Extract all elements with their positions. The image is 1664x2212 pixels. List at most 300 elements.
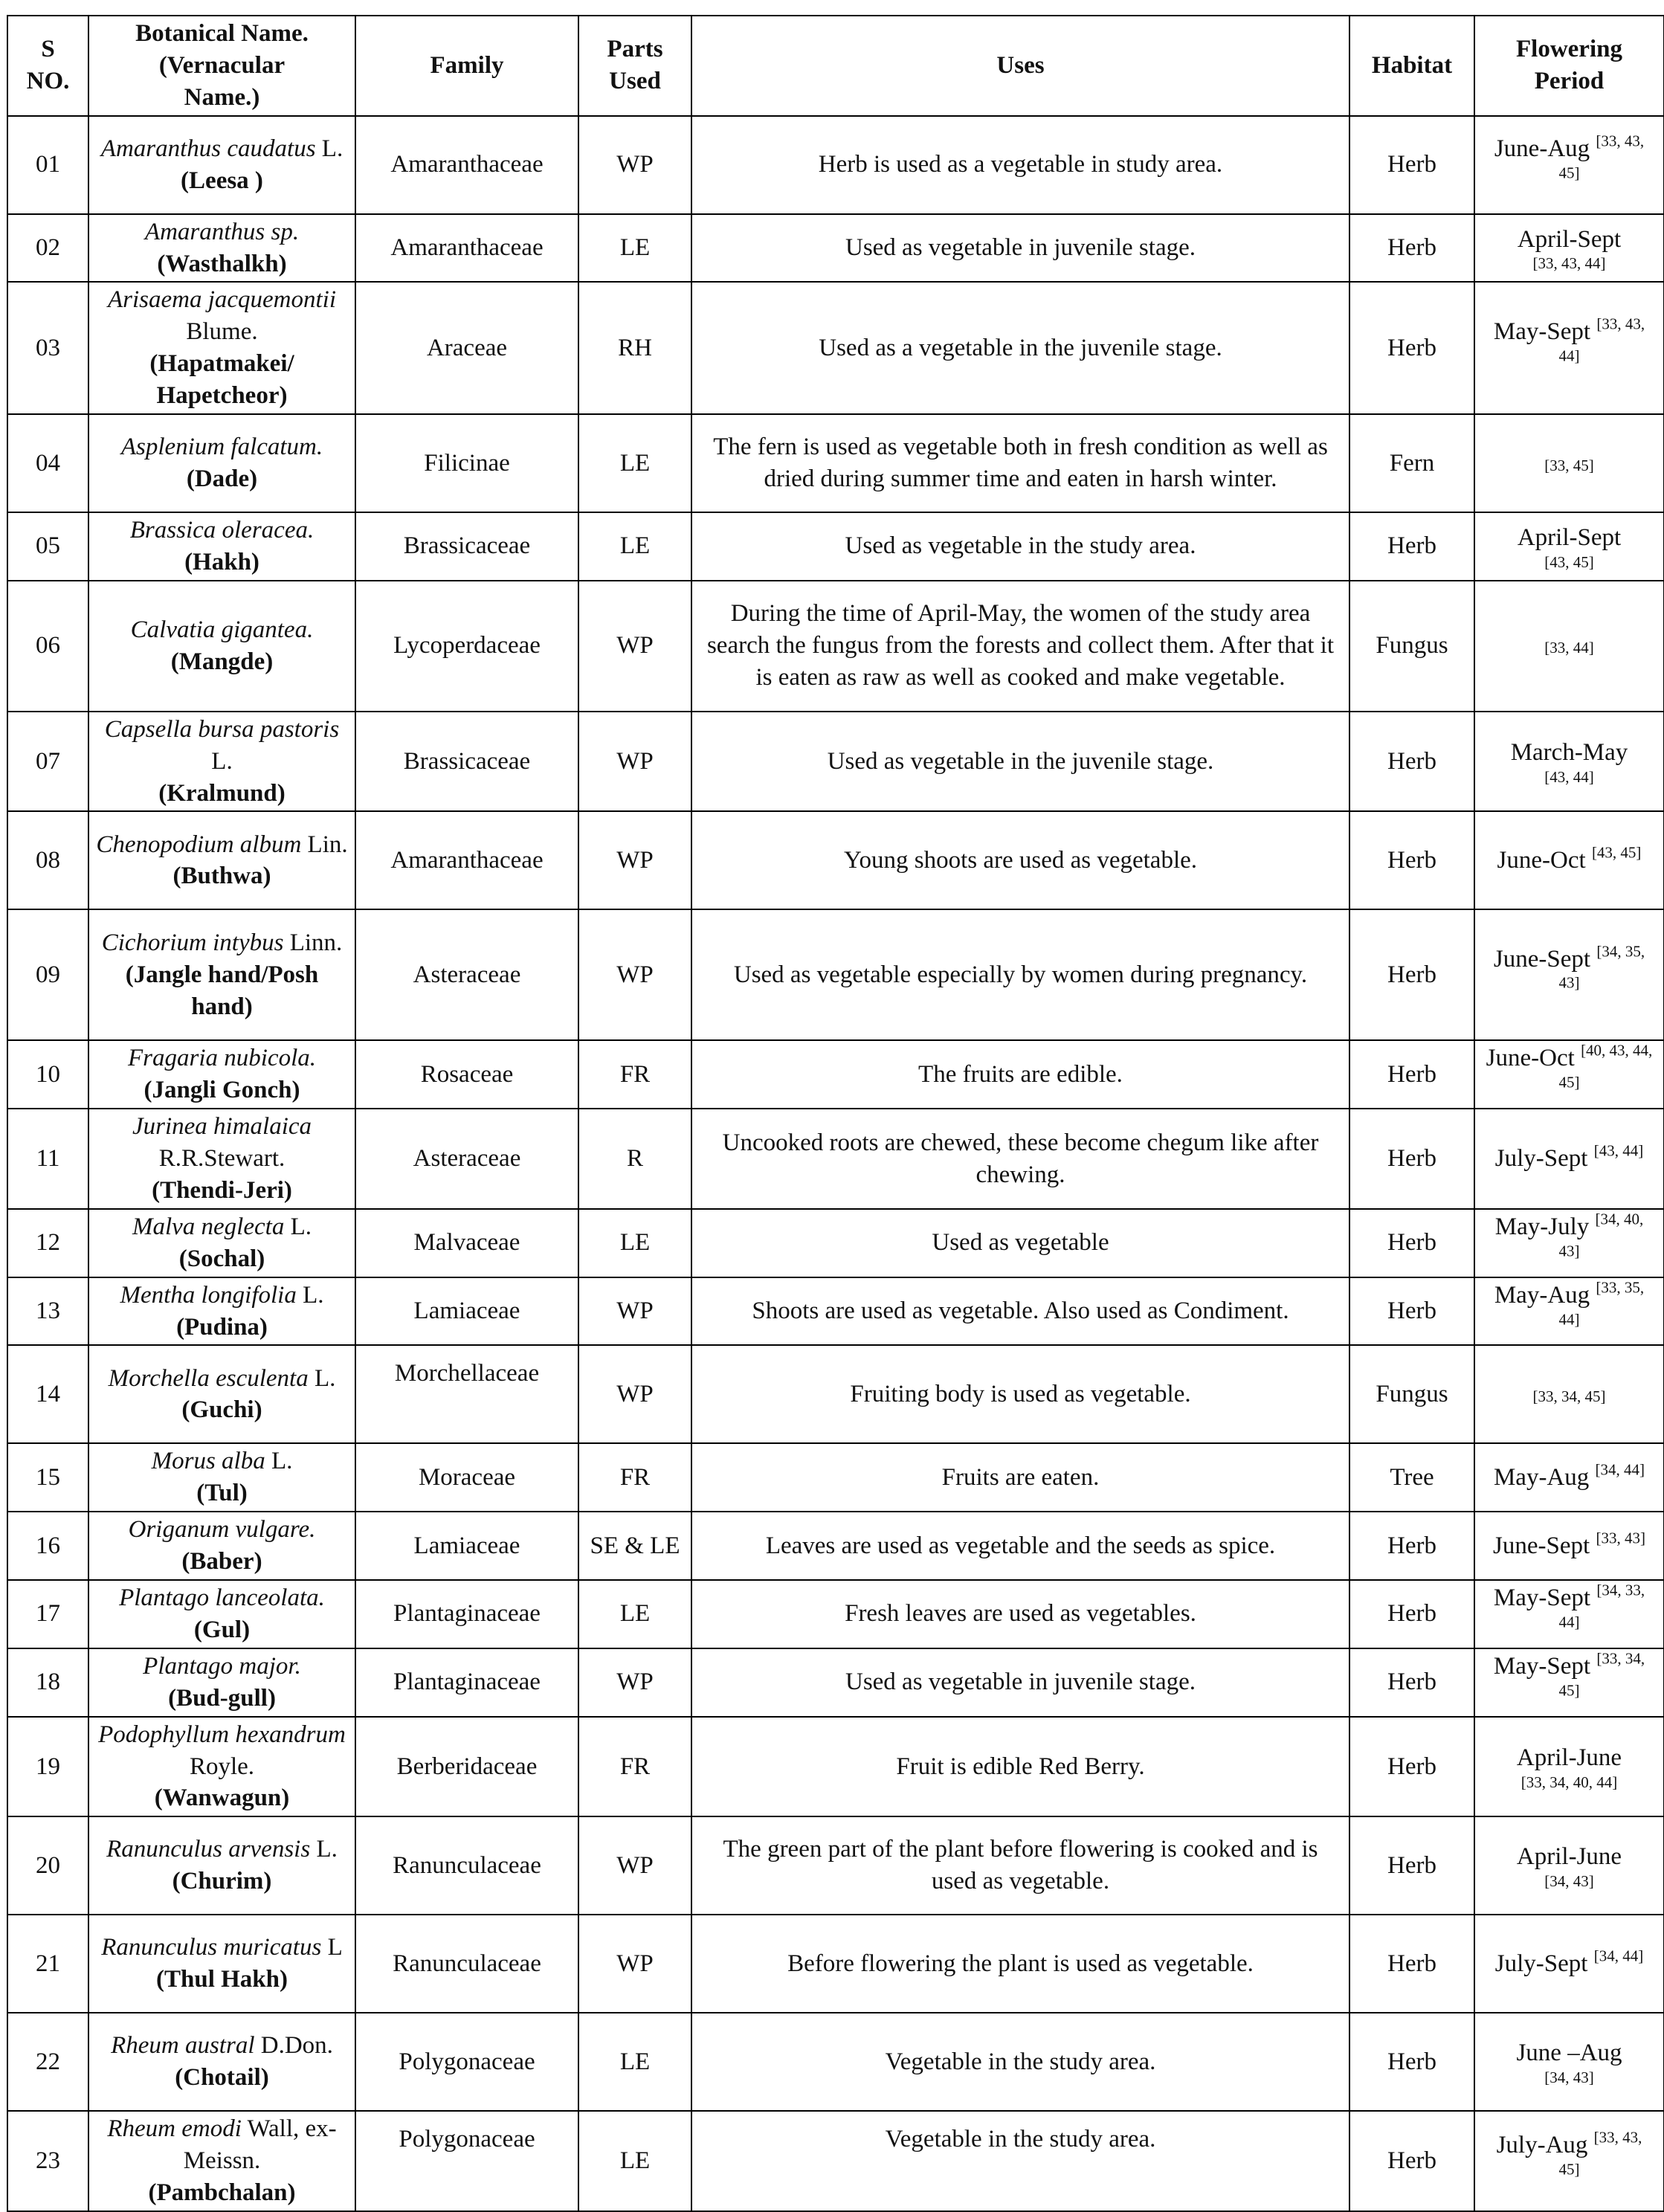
cell-habitat: Herb (1349, 1717, 1474, 1817)
table-row (7, 1209, 1664, 1277)
cell-habitat: Herb (1349, 811, 1474, 909)
vernacular-name: (Hakh) (184, 548, 259, 575)
cell-parts-used: WP (578, 712, 691, 812)
header-parts-line2: Used (609, 68, 661, 95)
table-row (7, 1443, 1664, 1512)
cell-uses: Leaves are used as vegetable and the seeds as spice. (691, 1512, 1349, 1580)
cell-parts-used: LE (578, 1209, 691, 1277)
cell-sno: 13 (7, 1277, 88, 1346)
flowering-months: July-Aug (1496, 2131, 1594, 2158)
cell-uses: Vegetable in the study area. (691, 2111, 1349, 2211)
flowering-months: March-May (1510, 739, 1628, 767)
scientific-name: Mentha longifolia (120, 1281, 297, 1309)
cell-habitat: Herb (1349, 282, 1474, 414)
cell-family: Lycoperdaceae (355, 581, 578, 712)
cell-sno: 12 (7, 1209, 88, 1277)
author-abbrev: L. (296, 1281, 324, 1309)
cell-uses: Vegetable in the study area. (691, 2013, 1349, 2111)
vernacular-name: (Chotail) (175, 2064, 269, 2092)
flowering-months: June-Oct (1486, 1045, 1581, 1072)
vernacular-name: (Dade) (186, 465, 258, 493)
table-row (7, 811, 1664, 909)
flowering-refs: [34, 43] (1544, 2068, 1594, 2087)
cell-habitat: Herb (1349, 1209, 1474, 1277)
cell-parts-used: FR (578, 1443, 691, 1512)
cell-habitat: Herb (1349, 1580, 1474, 1648)
cell-botanical-name (88, 1209, 355, 1277)
flowering-refs: [33, 34, 45] (1558, 1649, 1645, 1700)
table-row (7, 1717, 1664, 1817)
wild-vegetables-table (7, 15, 1664, 2212)
cell-botanical-name (88, 1040, 355, 1109)
cell-botanical-name (88, 1717, 355, 1817)
cell-parts-used: WP (578, 581, 691, 712)
flowering-months: April-Sept (1517, 523, 1622, 551)
cell-flowering-period (1474, 282, 1664, 414)
cell-botanical-name (88, 1277, 355, 1346)
header-row (7, 16, 1664, 116)
cell-sno: 22 (7, 2013, 88, 2111)
flowering-refs: [33, 34, 40, 44] (1521, 1773, 1618, 1791)
scientific-name: Ranunculus muricatus (101, 1934, 322, 1961)
cell-habitat: Herb (1349, 1277, 1474, 1346)
flowering-months: June-Oct (1497, 847, 1592, 874)
scientific-name: Podophyllum hexandrum (98, 1721, 346, 1748)
table-row (7, 282, 1664, 414)
cell-parts-used: WP (578, 1277, 691, 1346)
flowering-months: May-Sept (1493, 318, 1597, 346)
cell-family: Plantaginaceae (355, 1580, 578, 1648)
cell-botanical-name (88, 512, 355, 581)
cell-parts-used: WP (578, 811, 691, 909)
cell-habitat: Herb (1349, 1816, 1474, 1915)
cell-family: Araceae (355, 282, 578, 414)
cell-flowering-period (1474, 512, 1664, 581)
scientific-name: Cichorium intybus (101, 929, 284, 957)
cell-parts-used: LE (578, 2013, 691, 2111)
cell-parts-used: WP (578, 1915, 691, 2013)
cell-uses: Shoots are used as vegetable. Also used as Condiment. (691, 1277, 1349, 1346)
cell-family: Berberidaceae (355, 1717, 578, 1817)
cell-uses: Used as vegetable especially by women during pregnancy. (691, 909, 1349, 1040)
vernacular-name: (Jangli Gonch) (143, 1077, 300, 1104)
vernacular-name: (Thul Hakh) (156, 1966, 288, 1993)
cell-sno: 20 (7, 1816, 88, 1915)
cell-flowering-period (1474, 712, 1664, 812)
table-row (7, 909, 1664, 1040)
cell-flowering-period (1474, 1648, 1664, 1717)
table-row (7, 1580, 1664, 1648)
header-sno-line2: NO. (26, 68, 70, 95)
cell-uses: Used as vegetable (691, 1209, 1349, 1277)
flowering-months: May-Sept (1493, 1584, 1597, 1612)
author-abbrev: D.Don. (254, 2032, 333, 2060)
cell-habitat: Herb (1349, 2013, 1474, 2111)
cell-parts-used: RH (578, 282, 691, 414)
cell-uses: Used as vegetable in the juvenile stage. (691, 712, 1349, 812)
table-row (7, 1915, 1664, 2013)
cell-uses: Herb is used as a vegetable in study area. (691, 116, 1349, 214)
cell-family: Malvaceae (355, 1209, 578, 1277)
flowering-refs: [43, 45] (1544, 552, 1594, 571)
cell-uses: Uncooked roots are chewed, these become chegum like after chewing. (691, 1109, 1349, 1209)
cell-habitat: Fern (1349, 414, 1474, 512)
flowering-months: June-Aug (1494, 135, 1596, 162)
cell-botanical-name (88, 1580, 355, 1648)
vernacular-name: (Hapatmakei/ Hapetcheor) (149, 350, 294, 410)
cell-sno: 07 (7, 712, 88, 812)
cell-flowering-period (1474, 1443, 1664, 1512)
cell-sno: 15 (7, 1443, 88, 1512)
vernacular-name: (Sochal) (178, 1245, 265, 1272)
cell-parts-used: WP (578, 1345, 691, 1443)
header-botanical-name (88, 16, 355, 116)
cell-flowering-period (1474, 214, 1664, 283)
vernacular-name: (Baber) (181, 1548, 262, 1576)
cell-uses: Before flowering the plant is used as vegetable. (691, 1915, 1349, 2013)
table-row (7, 581, 1664, 712)
scientific-name: Ranunculus arvensis (106, 1836, 311, 1863)
table-row (7, 1648, 1664, 1717)
cell-flowering-period (1474, 1915, 1664, 2013)
scientific-name: Rheum austral (111, 2032, 255, 2060)
cell-uses: Fresh leaves are used as vegetables. (691, 1580, 1349, 1648)
cell-habitat: Herb (1349, 1915, 1474, 2013)
flowering-refs: [34, 40, 43] (1558, 1210, 1644, 1260)
cell-habitat: Herb (1349, 1512, 1474, 1580)
cell-parts-used: SE & LE (578, 1512, 691, 1580)
flowering-months: April-June (1516, 1843, 1622, 1871)
flowering-refs: [33, 43, 45] (1558, 132, 1645, 182)
flowering-months: May-Sept (1493, 1652, 1597, 1680)
flowering-refs: [33, 44] (1544, 639, 1594, 657)
scientific-name: Morus alba (151, 1448, 265, 1475)
cell-sno: 23 (7, 2111, 88, 2211)
author-abbrev: Royle. (189, 1752, 255, 1780)
cell-sno: 17 (7, 1580, 88, 1648)
scientific-name: Capsella bursa pastoris (104, 715, 340, 743)
cell-family: Plantaginaceae (355, 1648, 578, 1717)
flowering-refs: [43, 45] (1591, 843, 1642, 862)
table-row (7, 712, 1664, 812)
cell-family: Brassicaceae (355, 712, 578, 812)
cell-sno: 19 (7, 1717, 88, 1817)
author-abbrev: L. (211, 747, 233, 775)
flowering-months: June –Aug (1516, 2040, 1622, 2067)
header-botanical-line1: Botanical Name. (135, 20, 309, 47)
cell-botanical-name (88, 1816, 355, 1915)
cell-parts-used: FR (578, 1717, 691, 1817)
cell-parts-used: WP (578, 909, 691, 1040)
cell-habitat: Herb (1349, 712, 1474, 812)
flowering-refs: [34, 43] (1544, 1872, 1594, 1891)
vernacular-name: (Mangde) (170, 648, 274, 675)
flowering-refs: [33, 43, 44] (1558, 315, 1645, 365)
flowering-refs: [43, 44] (1593, 1141, 1644, 1160)
cell-habitat: Herb (1349, 1648, 1474, 1717)
flowering-refs: [34, 44] (1595, 1460, 1645, 1479)
cell-family: Amaranthaceae (355, 811, 578, 909)
cell-family: Amaranthaceae (355, 214, 578, 283)
flowering-refs: [33, 45] (1544, 456, 1594, 474)
cell-habitat: Tree (1349, 1443, 1474, 1512)
flowering-months: April-Sept (1517, 225, 1622, 253)
table-row (7, 512, 1664, 581)
table-row (7, 1109, 1664, 1209)
scientific-name: Calvatia gigantea. (130, 616, 314, 643)
header-uses: Uses (691, 16, 1349, 116)
cell-uses: Young shoots are used as vegetable. (691, 811, 1349, 909)
author-abbrev: L. (308, 1364, 336, 1392)
table-wrapper (7, 15, 1663, 2207)
header-sno (7, 16, 88, 116)
table-body (7, 116, 1664, 2211)
cell-family: Ranunculaceae (355, 1915, 578, 2013)
scientific-name: Malva neglecta (132, 1213, 285, 1240)
author-abbrev: Wall, ex-Meissn. (183, 2115, 337, 2175)
vernacular-name: (Jangle hand/Posh hand) (125, 961, 319, 1020)
cell-botanical-name (88, 909, 355, 1040)
author-abbrev: Blume. (186, 318, 258, 346)
cell-sno: 14 (7, 1345, 88, 1443)
flowering-refs: [34, 35, 43] (1558, 941, 1645, 992)
vernacular-name: (Churim) (172, 1868, 272, 1895)
flowering-refs: [34, 33, 44] (1558, 1581, 1645, 1631)
scientific-name: Plantago lanceolata. (119, 1584, 325, 1612)
cell-parts-used: R (578, 1109, 691, 1209)
cell-flowering-period (1474, 811, 1664, 909)
cell-flowering-period (1474, 2013, 1664, 2111)
cell-sno: 02 (7, 214, 88, 283)
cell-family: Morchellaceae (355, 1345, 578, 1443)
header-flowering-period (1474, 16, 1664, 116)
cell-family: Moraceae (355, 1443, 578, 1512)
cell-sno: 01 (7, 116, 88, 214)
cell-flowering-period (1474, 1345, 1664, 1443)
cell-sno: 09 (7, 909, 88, 1040)
table-row (7, 1345, 1664, 1443)
cell-uses: Fruiting body is used as vegetable. (691, 1345, 1349, 1443)
cell-uses: The fern is used as vegetable both in fresh condition as well as dried during summer time and eaten in harsh winter. (691, 414, 1349, 512)
table-row (7, 1277, 1664, 1346)
author-abbrev: Linn. (283, 929, 343, 957)
cell-habitat: Herb (1349, 909, 1474, 1040)
cell-parts-used: WP (578, 1648, 691, 1717)
cell-flowering-period (1474, 414, 1664, 512)
cell-flowering-period (1474, 1816, 1664, 1915)
flowering-refs: [33, 43] (1596, 1529, 1645, 1547)
scientific-name: Chenopodium album (96, 831, 302, 858)
vernacular-name: (Wasthalkh) (157, 250, 287, 277)
cell-parts-used: LE (578, 512, 691, 581)
scientific-name: Amaranthus caudatus (100, 135, 316, 162)
cell-botanical-name (88, 116, 355, 214)
cell-flowering-period (1474, 1580, 1664, 1648)
cell-uses: Fruit is edible Red Berry. (691, 1717, 1349, 1817)
cell-family: Lamiaceae (355, 1512, 578, 1580)
vernacular-name: (Pudina) (176, 1313, 268, 1341)
table-row (7, 1512, 1664, 1580)
header-parts-used (578, 16, 691, 116)
cell-sno: 16 (7, 1512, 88, 1580)
cell-family: Amaranthaceae (355, 116, 578, 214)
flowering-months: May-Aug (1494, 1281, 1596, 1309)
cell-botanical-name (88, 1345, 355, 1443)
cell-parts-used: WP (578, 116, 691, 214)
cell-uses: The green part of the plant before flowering is cooked and is used as vegetable. (691, 1816, 1349, 1915)
table-row (7, 1040, 1664, 1109)
cell-family: Ranunculaceae (355, 1816, 578, 1915)
cell-parts-used: WP (578, 1816, 691, 1915)
cell-botanical-name (88, 2111, 355, 2211)
cell-botanical-name (88, 1915, 355, 2013)
flowering-months: June-Sept (1493, 945, 1597, 973)
cell-botanical-name (88, 214, 355, 283)
vernacular-name: (Buthwa) (172, 862, 271, 890)
cell-uses: Fruits are eaten. (691, 1443, 1349, 1512)
scientific-name: Asplenium falcatum. (120, 433, 323, 461)
author-abbrev: L. (265, 1448, 293, 1475)
cell-uses: During the time of April-May, the women of the study area search the fungus from the forests and collect them. After that it is eaten as raw as well as cooked and make vegetable. (691, 581, 1349, 712)
cell-family: Filicinae (355, 414, 578, 512)
cell-family: Polygonaceae (355, 2013, 578, 2111)
header-habitat: Habitat (1349, 16, 1474, 116)
header-botanical-line3: Name.) (184, 83, 260, 111)
cell-flowering-period (1474, 909, 1664, 1040)
cell-flowering-period (1474, 2111, 1664, 2211)
cell-family: Lamiaceae (355, 1277, 578, 1346)
table-row (7, 414, 1664, 512)
cell-flowering-period (1474, 1040, 1664, 1109)
cell-sno: 08 (7, 811, 88, 909)
cell-uses: Used as vegetable in juvenile stage. (691, 214, 1349, 283)
header-parts-line1: Parts (607, 36, 663, 63)
cell-botanical-name (88, 282, 355, 414)
scientific-name: Amaranthus sp. (144, 218, 300, 245)
flowering-refs: [34, 44] (1593, 1947, 1644, 1965)
vernacular-name: (Bud-gull) (168, 1684, 276, 1712)
cell-sno: 03 (7, 282, 88, 414)
cell-sno: 18 (7, 1648, 88, 1717)
flowering-refs: [33, 43, 45] (1558, 2128, 1642, 2178)
cell-botanical-name (88, 1512, 355, 1580)
cell-sno: 06 (7, 581, 88, 712)
flowering-months: July-Sept (1494, 1145, 1594, 1173)
table-row (7, 1816, 1664, 1915)
scientific-name: Origanum vulgare. (128, 1516, 316, 1544)
cell-parts-used: LE (578, 414, 691, 512)
cell-sno: 21 (7, 1915, 88, 2013)
author-abbrev: L. (310, 1836, 338, 1863)
header-sno-line1: S (41, 36, 55, 63)
header-botanical-line2: (Vernacular (158, 51, 286, 79)
vernacular-name: (Wanwagun) (154, 1784, 290, 1812)
cell-habitat: Herb (1349, 512, 1474, 581)
header-flowering-line2: Period (1534, 68, 1605, 95)
scientific-name: Brassica oleracea. (129, 517, 315, 544)
cell-flowering-period (1474, 1717, 1664, 1817)
flowering-refs: [33, 43, 44] (1532, 254, 1606, 273)
table-row (7, 2111, 1664, 2211)
author-abbrev: Lin. (301, 831, 348, 858)
cell-parts-used: LE (578, 214, 691, 283)
cell-parts-used: LE (578, 1580, 691, 1648)
cell-family: Rosaceae (355, 1040, 578, 1109)
cell-flowering-period (1474, 1512, 1664, 1580)
flowering-refs: [43, 44] (1544, 768, 1594, 787)
cell-uses: Used as vegetable in juvenile stage. (691, 1648, 1349, 1717)
table-row (7, 214, 1664, 283)
cell-sno: 04 (7, 414, 88, 512)
scientific-name: Rheum emodi (107, 2115, 242, 2143)
vernacular-name: (Thendi-Jeri) (152, 1177, 292, 1205)
cell-sno: 10 (7, 1040, 88, 1109)
cell-flowering-period (1474, 581, 1664, 712)
cell-family: Polygonaceae (355, 2111, 578, 2211)
table-row (7, 116, 1664, 214)
cell-botanical-name (88, 1109, 355, 1209)
cell-flowering-period (1474, 1209, 1664, 1277)
cell-habitat: Fungus (1349, 1345, 1474, 1443)
author-abbrev: L. (284, 1213, 312, 1240)
scientific-name: Fragaria nubicola. (128, 1045, 316, 1072)
cell-habitat: Herb (1349, 214, 1474, 283)
cell-flowering-period (1474, 1109, 1664, 1209)
flowering-refs: [33, 34, 45] (1532, 1387, 1606, 1406)
cell-habitat: Herb (1349, 116, 1474, 214)
vernacular-name: (Guchi) (181, 1396, 262, 1424)
author-abbrev: L (321, 1934, 343, 1961)
cell-botanical-name (88, 712, 355, 812)
cell-botanical-name (88, 1443, 355, 1512)
cell-habitat: Herb (1349, 1040, 1474, 1109)
author-abbrev: L. (315, 135, 344, 162)
vernacular-name: (Pambchalan) (148, 2179, 296, 2207)
cell-family: Asteraceae (355, 909, 578, 1040)
scientific-name: Morchella esculenta (108, 1364, 309, 1392)
flowering-refs: [40, 43, 44, 45] (1558, 1041, 1653, 1092)
vernacular-name: (Gul) (193, 1616, 251, 1643)
flowering-months: July-Sept (1494, 1950, 1594, 1977)
cell-family: Asteraceae (355, 1109, 578, 1209)
cell-uses: Used as vegetable in the study area. (691, 512, 1349, 581)
vernacular-name: (Kralmund) (158, 779, 286, 807)
flowering-months: April-June (1516, 1744, 1622, 1771)
cell-botanical-name (88, 581, 355, 712)
cell-sno: 11 (7, 1109, 88, 1209)
cell-botanical-name (88, 2013, 355, 2111)
scientific-name: Plantago major. (143, 1652, 301, 1680)
cell-flowering-period (1474, 116, 1664, 214)
table-row (7, 2013, 1664, 2111)
cell-botanical-name (88, 414, 355, 512)
cell-family: Brassicaceae (355, 512, 578, 581)
scientific-name: Arisaema jacquemontii (107, 286, 337, 314)
header-flowering-line1: Flowering (1516, 36, 1622, 63)
cell-uses: The fruits are edible. (691, 1040, 1349, 1109)
cell-flowering-period (1474, 1277, 1664, 1346)
cell-parts-used: LE (578, 2111, 691, 2211)
flowering-months: May-July (1494, 1213, 1596, 1240)
scientific-name: Jurinea himalaica (132, 1113, 312, 1141)
author-abbrev: R.R.Stewart. (158, 1145, 286, 1173)
cell-parts-used: FR (578, 1040, 691, 1109)
vernacular-name: (Leesa ) (181, 167, 263, 194)
cell-uses: Used as a vegetable in the juvenile stage. (691, 282, 1349, 414)
flowering-months: June-Sept (1493, 1532, 1596, 1559)
cell-habitat: Fungus (1349, 581, 1474, 712)
cell-sno: 05 (7, 512, 88, 581)
